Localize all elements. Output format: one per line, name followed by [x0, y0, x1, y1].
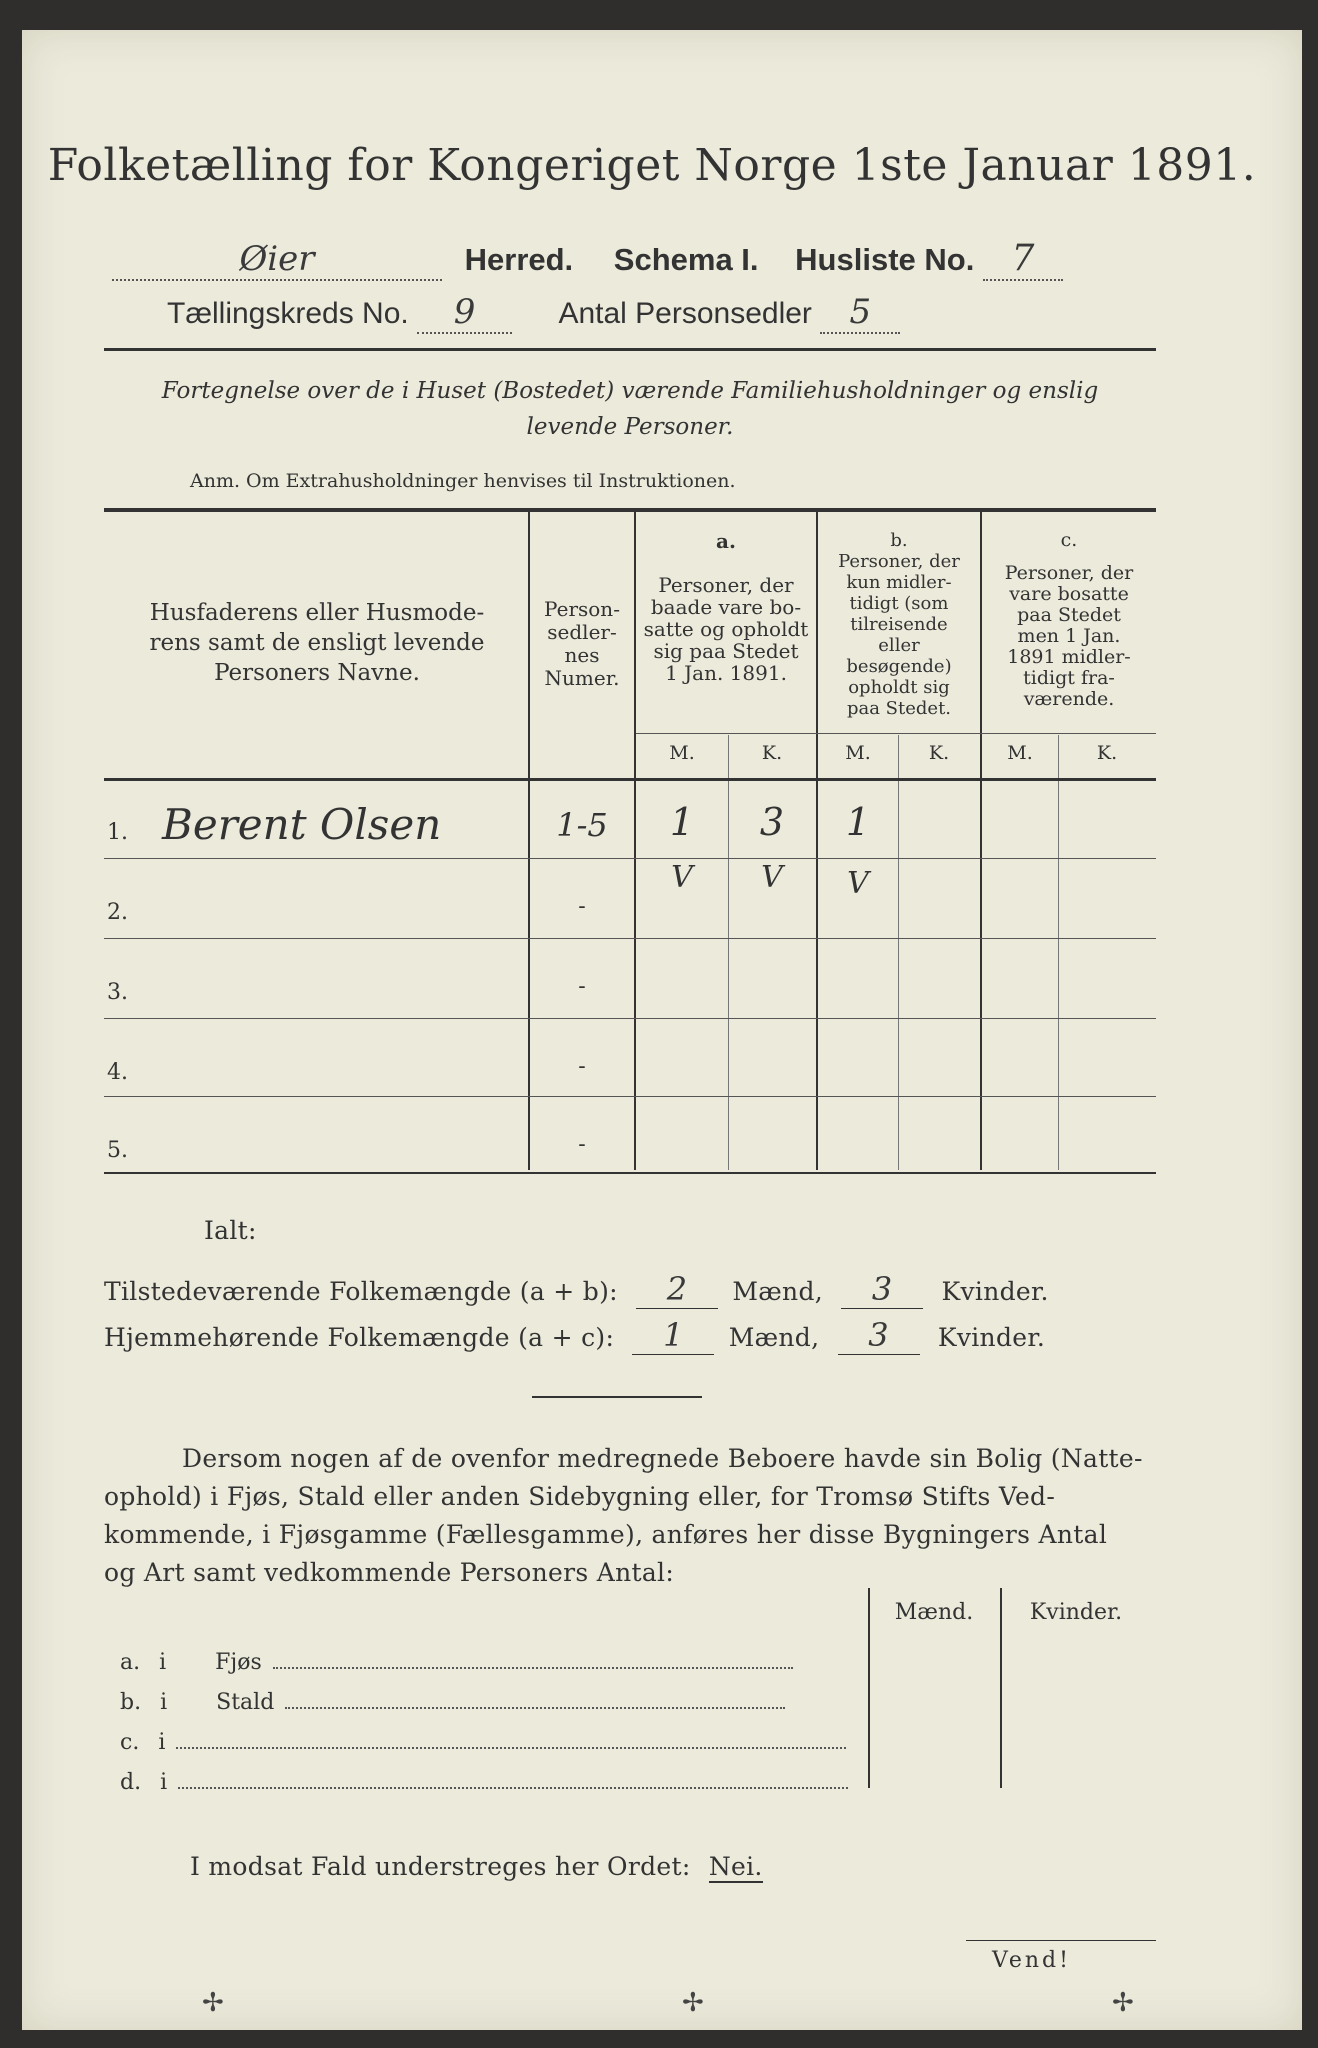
herred-line: [112, 238, 1212, 281]
totals-line-1-m: 2: [636, 1270, 718, 1309]
totals-line-2-label: Hjemmehørende Folkemængde (a + c):: [104, 1323, 615, 1352]
b-m-label: M.: [845, 742, 871, 764]
row-1-name: Berent Olsen: [162, 800, 442, 849]
intro-line-2: levende Personer.: [526, 414, 734, 440]
row-2-b-m: V: [847, 866, 869, 901]
form-title: Folketælling for Kongeriget Norge 1ste Januar 1891.: [47, 140, 1257, 191]
col-name-header: Husfaderens eller Husmode- rens samt de ensligt levende Personers Navne.: [149, 600, 485, 686]
table-bottom-rule: [104, 1172, 1156, 1174]
buildings-line-2: ophold) i Fjøs, Stald eller anden Sidebygning eller, for Tromsø Stifts Ved-: [104, 1482, 1056, 1511]
vend-rule: [966, 1940, 1156, 1941]
totals-line-1: Tilstedeværende Folkemængde (a + b): 2 Mænd, 3 Kvinder.: [104, 1270, 1049, 1308]
anm-note: Anm. Om Extrahusholdninger henvises til Instruktionen.: [190, 470, 736, 492]
row-1-number: 1.: [107, 820, 128, 845]
c-k-label: K.: [1096, 742, 1118, 764]
kreds-label: Tællingskreds No.: [167, 297, 409, 330]
corner-mark-center-icon: ✢: [682, 1988, 704, 2018]
row-sep-4: [104, 1096, 1156, 1097]
col-c-header: c. Personer, der vare bosatte paa Stedet men 1 Jan. 1891 midler- tidigt fra- værende.: [1004, 529, 1134, 710]
col-a-header: a. Personer, der baade vare bo- satte og opholdt sig paa Stedet 1 Jan. 1891.: [643, 529, 809, 685]
col-num-header: Person- sedler- nes Numer.: [544, 597, 620, 690]
buildings-vline-1: [868, 1588, 870, 1788]
buildings-row-c: c. i: [120, 1730, 860, 1755]
intro-line-1: Fortegnelse over de i Huset (Bostedet) værende Familiehusholdninger og enslig: [161, 378, 1099, 404]
row-1-a-m: 1: [669, 800, 695, 844]
row-sep-2: [104, 938, 1156, 939]
buildings-row-d: d. i: [120, 1770, 860, 1795]
vline-c-mk: [1058, 735, 1059, 1170]
herred-label: Herred.: [464, 242, 574, 277]
husliste-label: Husliste No.: [795, 242, 975, 277]
mk-top-line: [636, 733, 1156, 734]
a-k-label: K.: [761, 742, 783, 764]
row-2-number: 2.: [107, 900, 128, 925]
row-2-a-m: V: [671, 860, 693, 895]
antal-value: 5: [820, 292, 900, 334]
col-b-header: b. Personer, der kun midler- tidigt (som tilreisende eller besøgende) opholdt sig paa Stedet.: [838, 530, 960, 719]
a-m-label: M.: [669, 742, 695, 764]
buildings-col-maend: Mænd.: [894, 1600, 974, 1625]
row-5-number: 5.: [107, 1138, 128, 1163]
vline-b-mk: [898, 735, 899, 1170]
buildings-col-kvinder: Kvinder.: [1029, 1600, 1123, 1625]
corner-mark-left-icon: ✢: [202, 1988, 224, 2018]
totals-line-1-label: Tilstedeværende Folkemængde (a + b):: [104, 1277, 618, 1306]
herred-value: Øier: [112, 239, 442, 281]
row-2-numer: -: [578, 894, 586, 919]
buildings-line-4: og Art samt vedkommende Personers Antal:: [104, 1558, 675, 1587]
row-1-a-k: 3: [759, 800, 785, 844]
totals-line-2-m: 1: [632, 1316, 714, 1355]
totals-line-1-k: 3: [841, 1270, 923, 1309]
table-top-rule: [104, 508, 1156, 512]
row-1-numer: 1-5: [556, 806, 608, 844]
ialt-label: Ialt:: [204, 1216, 257, 1245]
row-3-numer: -: [578, 974, 586, 999]
row-sep-1: [104, 858, 1156, 859]
row-sep-3: [104, 1018, 1156, 1019]
row-4-number: 4.: [107, 1060, 128, 1085]
husliste-value: 7: [983, 238, 1063, 281]
header-bottom-rule: [104, 778, 1156, 781]
header-rule: [104, 348, 1156, 351]
row-3-number: 3.: [107, 980, 128, 1005]
kreds-line: [167, 292, 1267, 334]
nei-word: Nei.: [708, 1852, 763, 1881]
row-2-a-k: V: [761, 860, 783, 895]
buildings-row-a: a. i Fjøs: [120, 1650, 860, 1675]
buildings-row-b: b. i Stald: [120, 1690, 860, 1715]
census-form-sheet: [22, 30, 1302, 2030]
section-divider: [532, 1396, 702, 1398]
totals-line-2: Hjemmehørende Folkemængde (a + c): 1 Mænd, 3 Kvinder.: [104, 1316, 1046, 1354]
buildings-vline-2: [1000, 1588, 1002, 1788]
modsat-line: [190, 1852, 763, 1881]
buildings-line-3: kommende, i Fjøsgamme (Fællesgamme), anføres her disse Bygningers Antal: [104, 1520, 1108, 1549]
antal-label: Antal Personsedler: [558, 297, 812, 330]
modsat-label: I modsat Fald understreges her Ordet:: [190, 1852, 691, 1881]
kreds-value: 9: [417, 292, 512, 334]
totals-line-2-k: 3: [838, 1316, 920, 1355]
vend-label: Vend!: [992, 1948, 1071, 1973]
corner-mark-right-icon: ✢: [1112, 1988, 1134, 2018]
schema-label: Schema I.: [613, 242, 759, 277]
buildings-line-1: Dersom nogen af de ovenfor medregnede Beboere havde sin Bolig (Natte-: [182, 1444, 1143, 1473]
b-k-label: K.: [928, 742, 950, 764]
c-m-label: M.: [1007, 742, 1033, 764]
row-1-b-m: 1: [845, 800, 871, 844]
row-4-numer: -: [578, 1054, 586, 1079]
row-5-numer: -: [578, 1132, 586, 1157]
